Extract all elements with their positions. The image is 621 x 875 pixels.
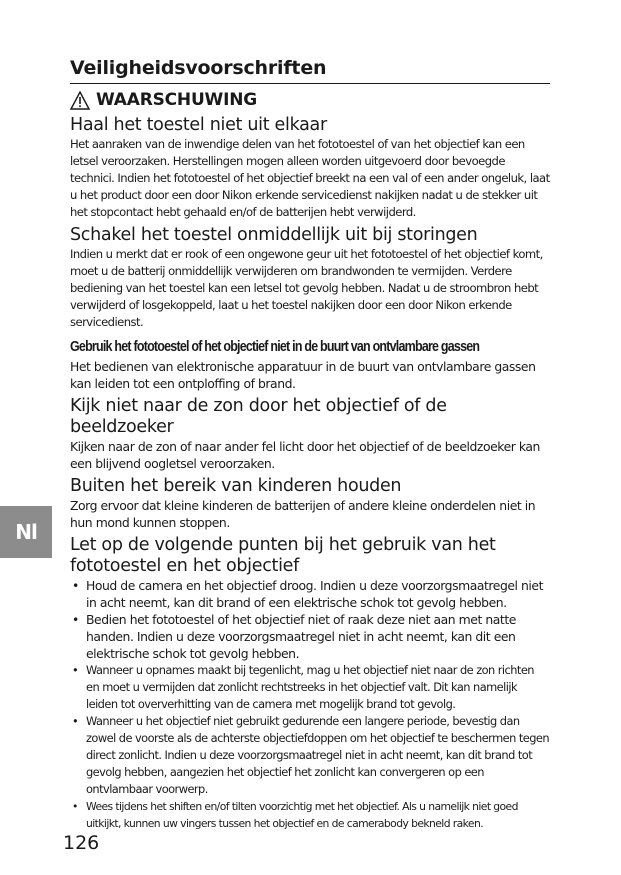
section-text: Het bedienen van elektronische apparatuur in de buurt van ontvlambare gassen kan leiden tot een ontploffing of brand. xyxy=(70,359,536,391)
warning-triangle-icon xyxy=(70,91,90,110)
list-item: • Wees tijdens het shiften en/of tilten voorzichtig met het objectief. Als u namelijk niet goed uitkijkt, kunnen uw vingers tussen het objectief en de camerabody bekneld raken. xyxy=(72,800,518,830)
precautions-list xyxy=(70,577,550,832)
warning-header xyxy=(70,88,257,112)
warning-label: WAARSCHUWING xyxy=(96,90,258,110)
section-text: Zorg ervoor dat kleine kinderen de batterijen of andere kleine onderdelen niet in hun mond kunnen stoppen. xyxy=(70,498,536,530)
content-area xyxy=(70,115,550,832)
section-heading: Buiten het bereik van kinderen houden xyxy=(70,476,402,496)
section-heading: Kijk niet naar de zon door het objectief of de beeldzoeker xyxy=(70,396,447,437)
section-heading: Schakel het toestel onmiddellijk uit bij storingen xyxy=(70,225,478,245)
section-children xyxy=(70,476,550,531)
section-heading: Haal het toestel niet uit elkaar xyxy=(70,115,327,135)
section-text: Indien u merkt dat er rook of een ongewone geur uit het fototoestel of het objectief komt, moet u de batterij onmiddellijk verwijderen om brandwonden te vermijden. Verdere bediening van het toestel kan een letsel tot gevolg hebben. Nadat u de stroombron hebt verwijderd of losgekoppeld, laat u het toestel nakijken door een door Nikon erkende servicedienst. xyxy=(70,247,543,329)
list-item: • Houd de camera en het objectief droog. Indien u deze voorzorgsmaatregel niet in acht neemt, kan dit brand of een elektrische schok tot gevolg hebben. xyxy=(72,578,543,610)
section-heading: Gebruik het fototoestel of het objectief niet in de buurt van ontvlambare gassen xyxy=(70,339,480,355)
list-item: • Bedien het fototoestel of het objectief niet of raak deze niet aan met natte handen. Indien u deze voorzorgsmaatregel niet in acht neemt, kan dit een elektrische schok tot gevolg hebben. xyxy=(72,612,516,661)
section-text: Kijken naar de zon of naar ander fel licht door het objectief of de beeldzoeker kan een blijvend oogletsel veroorzaken. xyxy=(70,439,540,471)
section-text: Het aanraken van de inwendige delen van het fototoestel of van het objectief kan een letsel veroorzaken. Herstellingen mogen alleen worden uitgevoerd door bevoegde technici. Indien het fototoestel of het objectief breekt na een val of een ander ongeluk, laat u het product door een door Nikon erkende servicedienst nakijken nadat u de stekker uit het stopcontact hebt gehaald en/of de batterijen hebt verwijderd. xyxy=(70,137,550,219)
list-item: • Wanneer u opnames maakt bij tegenlicht, mag u het objectief niet naar de zon richten en moet u vermijden dat zonlicht rechtstreeks in het objectief valt. Dit kan namelijk leiden tot oververhitting van de camera met mogelijk brand tot gevolg. xyxy=(72,663,534,711)
section-sun xyxy=(70,396,550,472)
section-disassemble xyxy=(70,115,550,221)
section-flammable-gas xyxy=(70,337,550,392)
page-title: Veiligheidsvoorschriften xyxy=(70,56,550,84)
section-malfunction xyxy=(70,225,550,331)
section-heading: Let op de volgende punten bij het gebruik van het fototoestel en het objectief xyxy=(70,535,496,576)
section-precautions xyxy=(70,535,550,832)
list-item: • Wanneer u het objectief niet gebruikt gedurende een langere periode, bevestig dan zowel de voorste als de achterste objectiefdoppen om het objectief te beschermen tegen direct zonlicht. Indien u deze voorzorgsmaatregel niet in acht neemt, kan dit brand tot gevolg hebben, aangezien het objectief het zonlicht kan convergeren op een ontvlambaar voorwerp. xyxy=(72,714,550,796)
page-number: 126 xyxy=(63,832,100,854)
language-tab: Nl xyxy=(0,506,52,558)
